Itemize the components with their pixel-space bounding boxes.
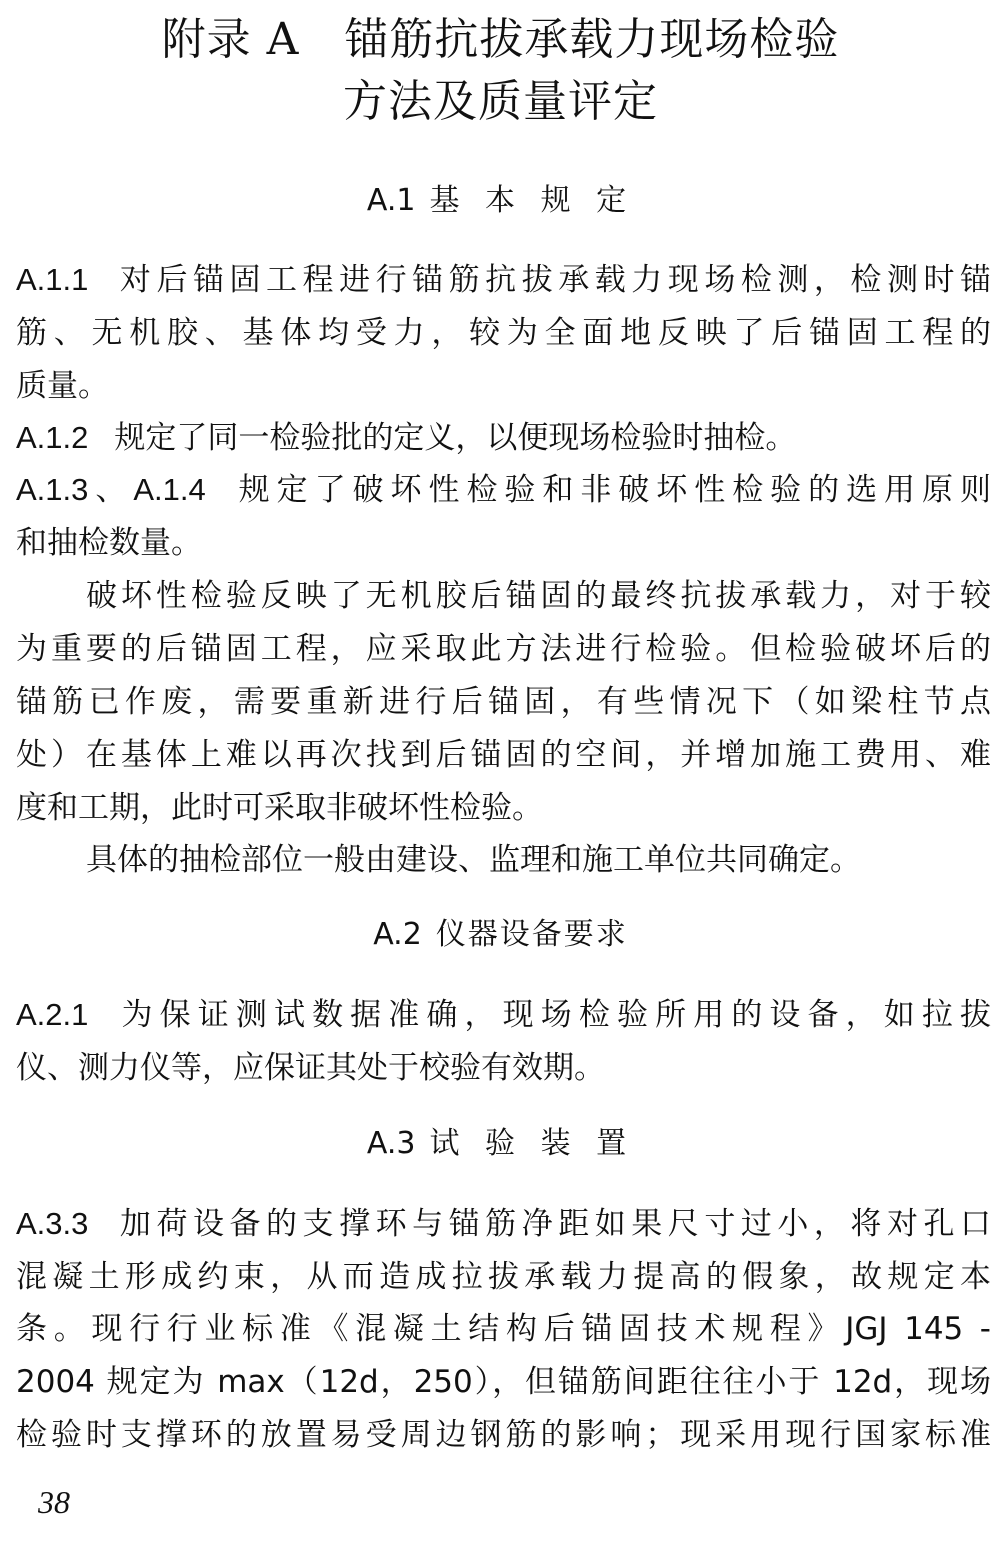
appendix-title-line-2: 方法及质量评定 [343,76,658,127]
section-number: A.2 [373,917,422,952]
paragraph-line: 为重要的后锚固工程，应采取此方法进行检验。但检验破坏后的 [16,631,991,667]
clause-text: 规定了破坏性检验和非破坏性检验的选用原则 [231,472,991,508]
clause-a1-3-line: 和抽检数量。 [16,525,202,561]
section-number: A.1 [366,183,416,218]
clause-a3-3-line: 检验时支撑环的放置易受周边钢筋的影响；现采用现行国家标准 [16,1417,991,1453]
clause-a3-3-line: 条。现行行业标准《混凝土结构后锚固技术规程》JGJ 145 - [16,1311,991,1347]
section-number: A.3 [366,1126,416,1161]
section-heading-a2 [0,915,1001,955]
clause-a3-3-line: 2004 规定为 max（12d，250），但锚筋间距往往小于 12d，现场 [16,1364,991,1400]
section-title: 试 验 装 置 [429,1126,635,1161]
section-heading-a3 [0,1124,1001,1164]
paragraph-line: 度和工期，此时可采取非破坏性检验。 [16,790,543,826]
paragraph-line: 具体的抽检部位一般由建设、监理和施工单位共同确定。 [86,842,861,878]
appendix-title-line-1: 附录 A 锚筋抗拔承载力现场检验 [161,14,840,65]
clause-text: 对后锚固工程进行锚筋抗拔承载力现场检测，检测时锚 [114,262,991,298]
section-title: 仪器设备要求 [435,917,628,952]
clause-a2-1-line: 仪、测力仪等，应保证其处于校验有效期。 [16,1050,605,1086]
clause-a1-1-line: 筋、无机胶、基体均受力，较为全面地反映了后锚固工程的 [16,315,991,351]
clause-text: 加荷设备的支撑环与锚筋净距如果尺寸过小，将对孔口 [114,1206,991,1242]
paragraph-line: 锚筋已作废，需要重新进行后锚固，有些情况下（如梁柱节点 [16,684,991,720]
clause-number: A.2.1 [16,997,89,1032]
clause-a1-1-line: 质量。 [16,368,109,404]
clause-a2-1-line [16,995,991,1035]
paragraph-line: 破坏性检验反映了无机胶后锚固的最终抗拔承载力，对于较 [86,578,991,614]
clause-a1-3-line [16,470,991,510]
clause-text: 为保证测试数据准确，现场检验所用的设备，如拉拔 [114,997,991,1033]
clause-number: A.1.2 [16,420,89,455]
paragraph-line: 处）在基体上难以再次找到后锚固的空间，并增加施工费用、难 [16,737,991,773]
clause-text: 规定了同一检验批的定义，以便现场检验时抽检。 [114,420,797,456]
clause-number: A.1.3、A.1.4 [16,472,206,507]
section-title: 基 本 规 定 [429,183,635,218]
clause-a3-3-line: 混凝土形成约束，从而造成拉拔承载力提高的假象，故规定本 [16,1259,991,1295]
clause-a3-3-line [16,1204,991,1244]
clause-a1-2-line [16,418,991,458]
page-number: 38 [38,1484,70,1520]
section-heading-a1 [0,181,1001,221]
clause-number: A.1.1 [16,262,89,297]
clause-a1-1-line [16,260,991,300]
clause-number: A.3.3 [16,1206,89,1241]
